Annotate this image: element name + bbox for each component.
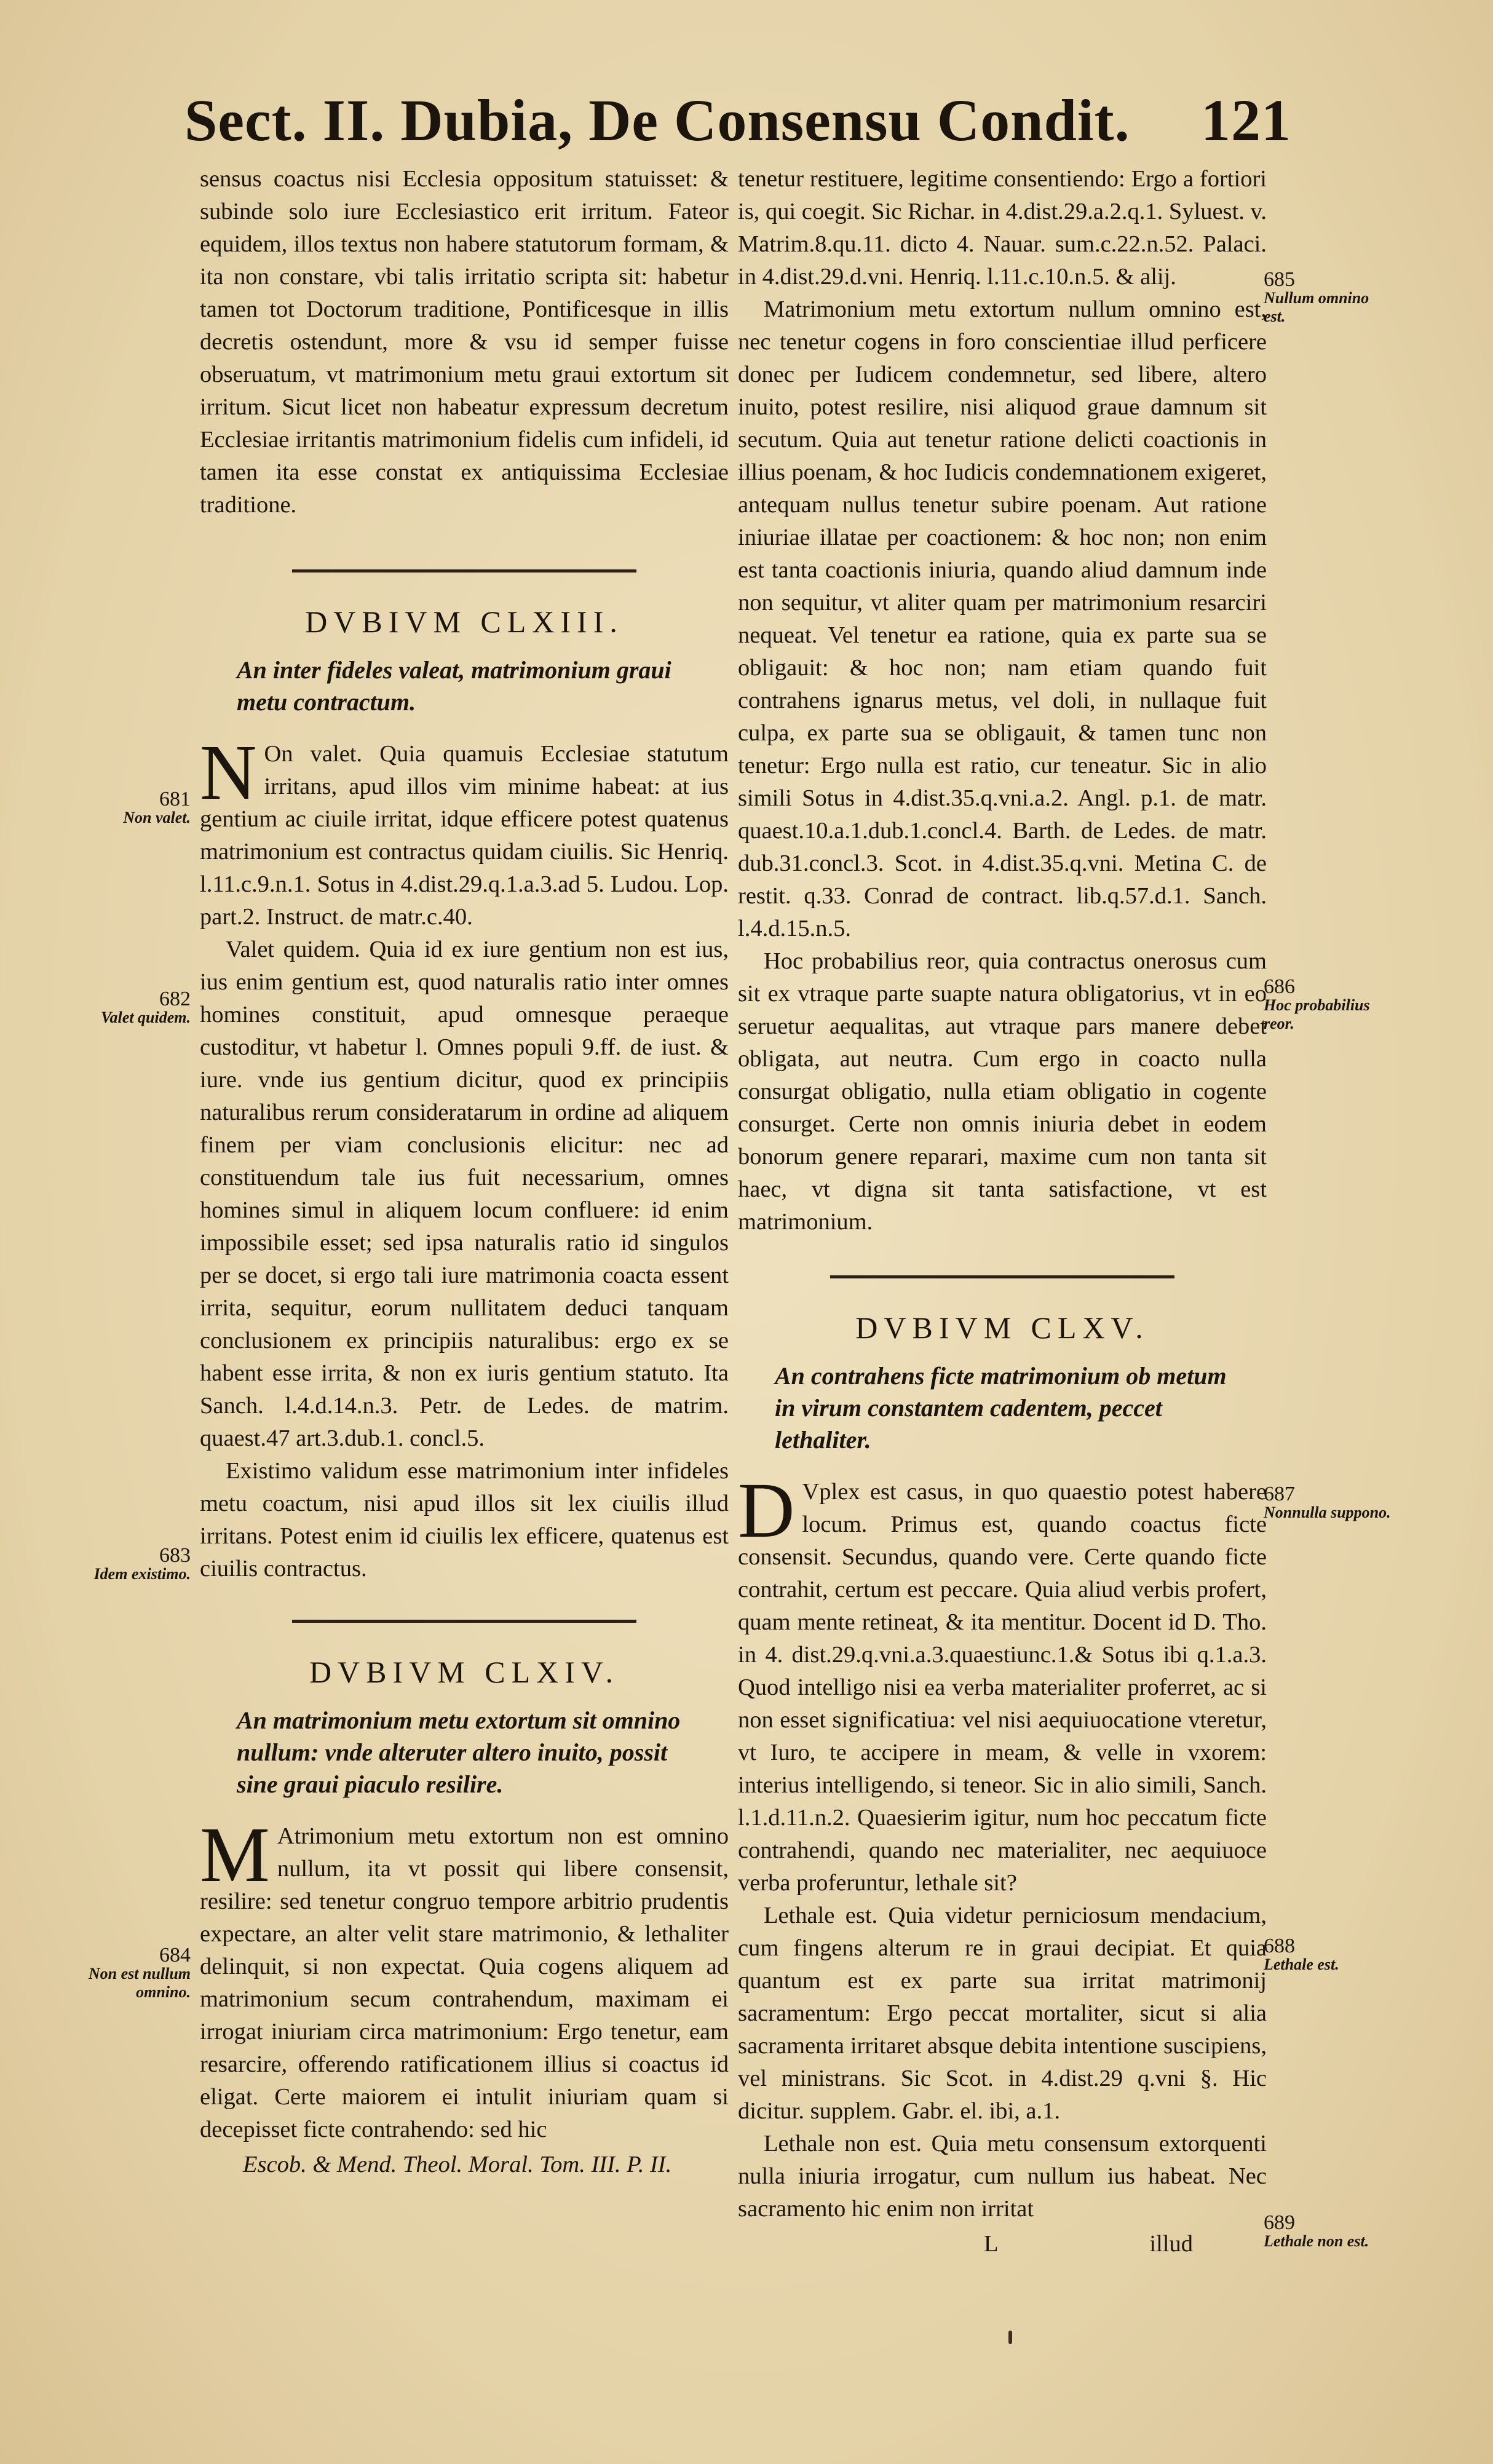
section-divider bbox=[292, 569, 636, 572]
paragraph: tenetur restituere, legitime consentiendo: Ergo a fortiori is, qui coegit. Sic Richar. in 4.dist.29.a.2.q.1. Syluest. v. Matrim.8.qu.11. dicto 4. Nauar. sum.c.22.n.52. Palaci. in 4.dist.29.d.vni. Henriq. l.11.c.10.n.5. & alij. bbox=[738, 166, 1267, 290]
dubium-heading: DVBIVM CLXIV. bbox=[309, 1655, 620, 1689]
section-divider bbox=[292, 1620, 636, 1623]
section-divider bbox=[830, 1275, 1174, 1278]
paragraph: Matrimonium metu extortum nullum omnino est, nec tenetur cogens in foro conscientiae illud perficere donec per Iudicem condemnetur, sed libere, altero inuito, potest resilire, nisi aliquod graue damnum sit secutum. Quia aut tenetur ratione delicti coactionis in illius poenam, & hoc Iudicis condemnationem exigeret, antequam nullus tenetur subire poenam. Aut ratione iniuriae illatae per coactionem: & hoc non; non enim est tanta coactionis iniuria, quando aliud damnum inde non sequitur, vt aliter quam per matrimonium resarciri nequeat. Vel tenetur ea ratione, quia ex parte sua se obligauit: & hoc non; nam etiam quando fuit contrahens ignarus metus, vel doli, in nullaque fuit culpa, ex parte sua se obligauit, & tamen tunc non tenetur: Ergo nulla est ratio, cur teneatur. Sic in alio simili Sotus in 4.dist.35.q.vni.a.2. Angl. p.1. de matr. quaest.10.a.1.dub.1.concl.4. Barth. de Ledes. de matr. dub.31.concl.3. Scot. in 4.dist.35.q.vni. Metina C. de restit. q.33. Conrad de contract. lib.q.57.d.1. Sanch. l.4.d.15.n.5. bbox=[738, 296, 1267, 941]
header-title: Sect. II. Dubia, De Consensu Condit. bbox=[184, 87, 1130, 153]
paragraph: Hoc probabilius reor, quia contractus onerosus cum sit ex vtraque parte suapte natura obligatorius, vt in eo seruetur aequalitas, aut vtraque pars manere debet obligata, aut neutra. Cum ergo in coacto nulla consurgat obligatio, nulla etiam obligatio in cogente consurget. Certe non omnis iniuria debet in eodem bonorum genere reparari, maxime cum non tanta sit haec, vt digna sit tanta satisfactione, vt est matrimonium. bbox=[738, 948, 1267, 1235]
right-column bbox=[738, 163, 1267, 2260]
left-column bbox=[200, 163, 729, 2181]
dubium-question: An inter fideles valeat, matrimonium graui metu contractum. bbox=[237, 656, 671, 716]
margin-note: 683 Idem existimo. bbox=[93, 1544, 191, 1583]
paragraph: D Vplex est casus, in quo quaestio potest habere locum. Primus est, quando coactus ficte consensit. Secundus, quando vere. Certe quando ficte contrahit, certum est peccare. Quia aliud verbis profert, quam mente retineat, & ita mentitur. Docent id D. Tho. in 4. dist.29.q.vni.a.3.quaestiunc.1.& Sotus ibi q.1.a.3. Quod intelligo nisi ea verba materialiter proferret, ac si non esset significatiua: vel nisi aequiuocatione vteretur, vt Iuro, te accipere in meam, & velle in vxorem: interius intelligendo, si teneor. Sic in alio simili, Sanch. l.1.d.11.n.2. Quaesierim igitur, num hoc peccatum ficte contrahendi, quando nec materialiter, nec aequiuoce verba proferuntur, lethale sit? bbox=[738, 1467, 1267, 1896]
paragraph: Lethale est. Quia videtur perniciosum mendacium, cum fingens alterum re in graui decipiat. Et quia quantum est ex parte sua irritat matrimonij sacramentum: Ergo peccat mortaliter, sicut si alia sacramenta irritaret absque debita intentione suscipiens, vel ministrans. Sic Scot. in 4.dist.29 q.vni §. Hic dicitur. supplem. Gabr. el. ibi, a.1. bbox=[738, 1903, 1267, 2124]
intro-paragraph: sensus coactus nisi Ecclesia oppositum statuisset: & subinde solo iure Ecclesiastico erit irritum. Fateor equidem, illos textus non habere statutorum formam, & ita non constare, vbi talis irritatio scripta sit: habetur tamen tot Doctorum traditione, Pontificesque in illis decretis ostendunt, more & vsu id semper fuisse obseruatum, vt matrimonium metu graui extortum sit irritum. Sicut licet non habeatur expressum decretum Ecclesiae irritantis matrimonium fidelis cum infideli, id tamen ita esse constat ex antiquissima Ecclesiae traditione. bbox=[200, 166, 729, 518]
drop-cap: M bbox=[200, 1811, 270, 1898]
paragraph: M Atrimonium metu extortum non est omnino nullum, ita vt possit qui libere consensit, resilire: sed tenetur congruo tempore arbitrio prudentis expectare, an alter velit stare matrimonio, & lethaliter delinquit, si non expectat. Quia cogens aliquem ad matrimonium secum contrahendum, maximam ei irrogat iniuriam circa matrimonium: Ergo tenetur, eam resarcire, offerendo ratificationem illius si coactus id eligat. Certe maiorem ei intulit iniuriam quam si decepisset ficte contrahendo: sed hic bbox=[200, 1811, 729, 2142]
dubium-heading: DVBIVM CLXIII. bbox=[305, 604, 624, 639]
signature-mark: L bbox=[984, 2231, 999, 2257]
paragraph: Existimo validum esse matrimonium inter infideles metu coactum, nisi apud illos sit lex ciuilis illud irritans. Potest enim id ciuilis lex efficere, quatenus est ciuilis contractus. bbox=[200, 1458, 729, 1582]
drop-cap: N bbox=[200, 729, 257, 816]
margin-note: 688 Lethale est. bbox=[1264, 1935, 1339, 1973]
running-header bbox=[184, 86, 1291, 160]
margin-note: 682 Valet quidem. bbox=[101, 988, 191, 1026]
page-footer bbox=[738, 2228, 1267, 2260]
margin-note: 689 Lethale non est. bbox=[1264, 2211, 1369, 2250]
margin-note: 685 Nullum omnino est. bbox=[1264, 268, 1369, 325]
dubium-question: An matrimonium metu extortum sit omnino nullum: vnde alteruter altero inuito, possit sine graui piaculo resilire. bbox=[237, 1706, 681, 1798]
margin-note: 684 Non est nullum omnino. bbox=[88, 1944, 191, 2001]
paragraph: N On valet. Quia quamuis Ecclesiae statutum irritans, apud illos vim minime habeat: at ius gentium ac ciuile irritat, idque efficere potest quatenus matrimonium est contractus quidam ciuilis. Sic Henriq. l.11.c.9.n.1. Sotus in 4.dist.29.q.1.a.3.ad 5. Ludou. Lop. part.2. Instruct. de matr.c.40. bbox=[200, 729, 729, 930]
paragraph: Lethale non est. Quia metu consensum extorquenti nulla iniuria irrogatur, cum nullum ius habeat. Nec sacramento hic enim non irritat bbox=[738, 2131, 1267, 2222]
ink-mark bbox=[1008, 2331, 1012, 2344]
paragraph: Valet quidem. Quia id ex iure gentium non est ius, ius enim gentium est, quod naturalis ratio inter omnes homines constituit, apud omnesque peraeque custoditur, vt habetur l. Omnes populi 9.ff. de iust. & iure. vnde ius gentium dicitur, quod ex principiis naturalibus rerum consideratarum in ordine ad aliquem finem per viam conclusionis elicitur: nec ad constituendum tale ius fuit necessarium, omnes homines simul in aliquem locum confluere: id enim impossibile esset; sed ipsa naturalis ratio id singulos per se docet, si ergo tali iure matrimonia coacta essent irrita, sequitur, eorum nullitatem deduci tanquam conclusionem ex principiis naturalibus: ergo ex se habent esse irrita, & non ex iuris gentium statuto. Ita Sanch. l.4.d.14.n.3. Petr. de Ledes. de matrim. quaest.47 art.3.dub.1. concl.5. bbox=[200, 937, 729, 1451]
dubium-question: An contrahens ficte matrimonium ob metum in virum constantem cadentem, peccet lethaliter. bbox=[775, 1362, 1227, 1454]
footer-attribution: Escob. & Mend. Theol. Moral. Tom. III. P. II. bbox=[243, 2152, 672, 2177]
margin-note: 687 Nonnulla suppono. bbox=[1264, 1483, 1391, 1521]
drop-cap: D bbox=[738, 1467, 795, 1554]
catchword: illud bbox=[1149, 2231, 1193, 2257]
margin-note: 686 Hoc probabilius reor. bbox=[1264, 975, 1370, 1032]
page-number: 121 bbox=[1201, 87, 1291, 153]
dubium-heading: DVBIVM CLXV. bbox=[855, 1310, 1149, 1345]
margin-note: 681 Non valet. bbox=[123, 788, 191, 826]
